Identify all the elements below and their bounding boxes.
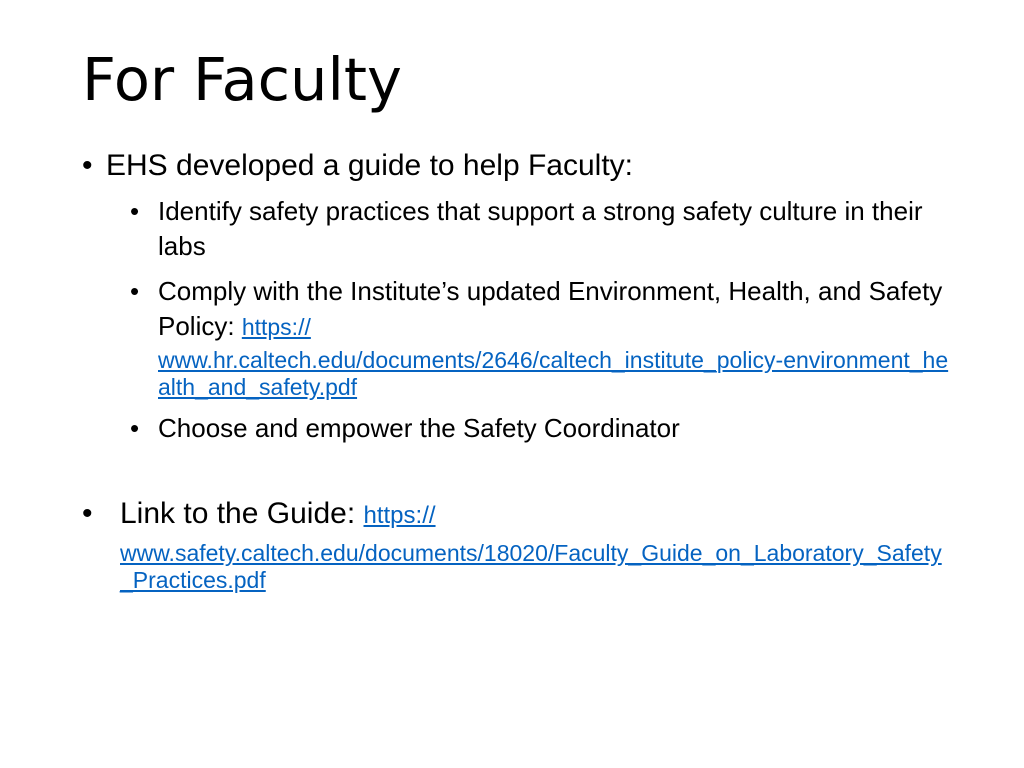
subbullet-comply-policy	[130, 274, 952, 401]
subbullet-identify-practices	[130, 194, 952, 264]
policy-link-head[interactable]: https://	[241, 314, 311, 340]
slide-body	[82, 146, 952, 594]
subbullet-text: Comply with the Institute’s updated Environment, Health, and Safety Policy:	[158, 276, 943, 341]
bullet-text: Link to the Guide:	[120, 497, 364, 530]
subbullet-marker: •	[130, 413, 140, 443]
bullet-text: EHS developed a guide to help Faculty:	[106, 149, 634, 182]
policy-link[interactable]: www.hr.caltech.edu/documents/2646/caltech_institute_policy-environment_health_and_safety.pdf	[158, 347, 949, 400]
guide-link[interactable]: www.safety.caltech.edu/documents/18020/Faculty_Guide_on_Laboratory_Safety_Practices.pdf	[120, 540, 942, 593]
subbullet-text: Choose and empower the Safety Coordinator	[158, 413, 680, 443]
slide-title: For Faculty	[82, 45, 402, 114]
guide-link-head[interactable]: https://	[363, 502, 436, 529]
subbullet-safety-coordinator	[130, 411, 952, 446]
bullet-ehs-guide	[82, 146, 952, 186]
bullet-marker: •	[82, 497, 93, 530]
subbullet-text: Identify safety practices that support a strong safety culture in their labs	[158, 196, 923, 261]
subbullet-marker: •	[130, 276, 140, 306]
bullet-marker: •	[82, 149, 93, 182]
subbullet-marker: •	[130, 196, 140, 226]
bullet-guide-link	[82, 494, 952, 594]
